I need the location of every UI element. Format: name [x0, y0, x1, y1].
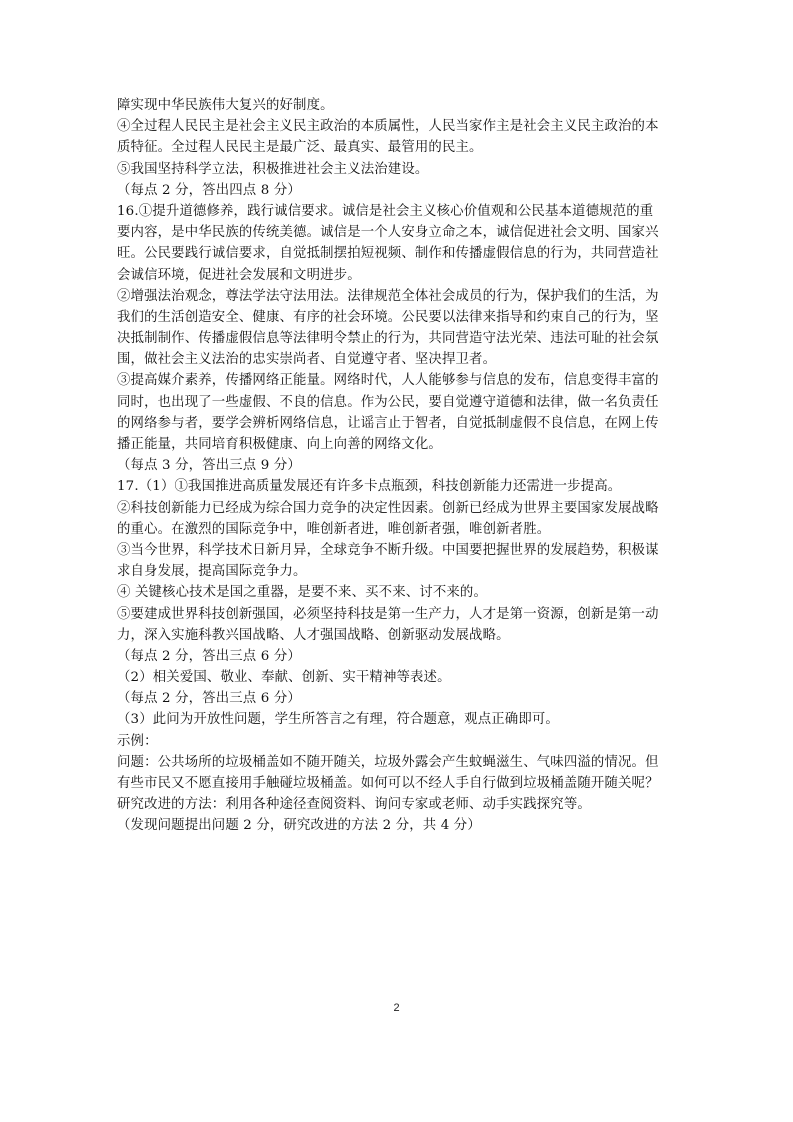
- question-17-line: 17.（1）①我国推进高质量发展还有许多卡点瓶颈，科技创新能力还需进一步提高。: [117, 479, 622, 495]
- text-line: 有些市民又不愿直接用手触碰垃圾桶盖。如何可以不经人手自行做到垃圾桶盖随开随关呢？: [117, 776, 659, 791]
- text-line: 会诚信环境，促进社会发展和文明进步。: [117, 267, 361, 283]
- text-line: ④ 关键核心技术是国之重器，是要不来、买不来、讨不来的。: [117, 585, 488, 601]
- text-line: ⑤要建成世界科技创新强国，必须坚持科技是第一生产力，人才是第一资源，创新是第一动: [117, 606, 659, 622]
- text-line: 质特征。全过程人民民主是最广泛、最真实、最管用的民主。: [117, 140, 483, 156]
- text-line: 旺。公民要践行诚信要求，自觉抵制摆拍短视频、制作和传播虚假信息的行为，共同营造社: [117, 246, 659, 262]
- text-line: 求自身发展，提高国际竞争力。: [117, 564, 307, 580]
- text-line: 的网络参与者，要学会辨析网络信息，让谣言止于智者，自觉抵制虚假不良信息，在网上传: [117, 415, 659, 431]
- text-line: ③当今世界，科学技术日新月异，全球竞争不断升级。中国要把握世界的发展趋势，积极谋: [117, 542, 659, 558]
- text-line: ②科技创新能力已经成为综合国力竞争的决定性因素。创新已经成为世界主要国家发展战略: [117, 500, 659, 516]
- text-line: ④全过程人民民主是社会主义民主政治的本质属性，人民当家作主是社会主义民主政治的本: [117, 119, 659, 135]
- text-line: 决抵制制作、传播虚假信息等法律明令禁止的行为，共同营造守法光荣、违法可耻的社会氛: [117, 331, 659, 347]
- score-note: （每点 2 分，答出四点 8 分）: [117, 182, 301, 198]
- answer-text-body: [117, 95, 682, 837]
- score-note: （每点 3 分，答出三点 9 分）: [117, 458, 301, 474]
- text-line: （3）此问为开放性问题，学生所答言之有理，符合题意，观点正确即可。: [117, 712, 559, 728]
- example-label: 示例：: [117, 733, 158, 749]
- text-line: 问题：公共场所的垃圾桶盖如不随开随关，垃圾外露会产生蚊蝇滋生、气味四溢的情况。但: [117, 754, 659, 770]
- text-line: ⑤我国坚持科学立法，积极推进社会主义法治建设。: [117, 161, 429, 177]
- score-note: （发现问题提出问题 2 分，研究改进的方法 2 分，共 4 分）: [117, 818, 481, 834]
- text-line: 播正能量，共同培育积极健康、向上向善的网络文化。: [117, 437, 442, 452]
- score-note: （每点 2 分，答出三点 6 分）: [117, 648, 301, 664]
- question-16-line: 16.①提升道德修养，践行诚信要求。诚信是社会主义核心价值观和公民基本道德规范的重: [117, 203, 654, 219]
- text-line: 力，深入实施科教兴国战略、人才强国战略、创新驱动发展战略。: [117, 627, 510, 643]
- score-note: （每点 2 分，答出三点 6 分）: [117, 691, 301, 707]
- text-line: 同时，也出现了一些虚假、不良的信息。作为公民，要自觉遵守道德和法律，做一名负责任: [117, 394, 659, 410]
- text-line: （2）相关爱国、敬业、奉献、创新、实干精神等表述。: [117, 670, 451, 686]
- page-number: 2: [393, 1002, 400, 1014]
- text-line: 研究改进的方法：利用各种途径查阅资料、询问专家或老师、动手实践探究等。: [117, 797, 591, 813]
- text-line: ②增强法治观念，尊法学法守法用法。法律规范全体社会成员的行为，保护我们的生活，为: [117, 288, 659, 304]
- text-line: 围，做社会主义法治的忠实崇尚者、自觉遵守者、坚决捍卫者。: [117, 352, 497, 368]
- text-line: ③提高媒介素养，传播网络正能量。网络时代，人人能够参与信息的发布，信息变得丰富的: [117, 373, 659, 389]
- text-line: 障实现中华民族伟大复兴的好制度。: [117, 98, 334, 113]
- text-line: 我们的生活创造安全、健康、有序的社会环境。公民要以法律来指导和约束自己的行为，坚: [117, 309, 659, 325]
- text-line: 的重心。在激烈的国际竞争中，唯创新者进，唯创新者强，唯创新者胜。: [117, 521, 551, 537]
- text-line: 要内容，是中华民族的传统美德。诚信是一个人安身立命之本，诚信促进社会文明、国家兴: [117, 225, 659, 241]
